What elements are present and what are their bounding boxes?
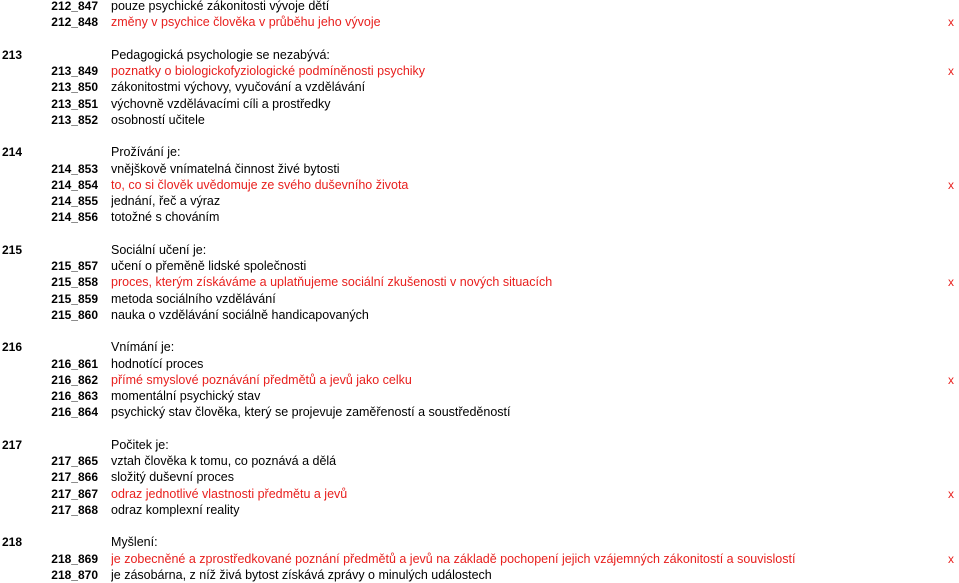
correct-mark: x — [948, 486, 954, 501]
answer-text: přímé smyslové poznávání předmětů a jevů jako celku — [111, 372, 412, 387]
correct-mark: x — [948, 15, 954, 30]
correct-mark: x — [948, 275, 954, 290]
answer-code: 218_869 — [51, 551, 98, 566]
question-row — [0, 47, 959, 63]
answer-code: 215_859 — [51, 291, 98, 306]
answer-row — [0, 388, 959, 404]
answer-row — [0, 404, 959, 420]
answer-row — [0, 209, 959, 225]
answer-text: výchovně vzdělávacími cíli a prostředky — [111, 96, 331, 111]
answer-code: 215_857 — [51, 259, 98, 273]
answer-text: pouze psychické zákonitosti vývoje dětí — [111, 0, 330, 13]
answer-text: složitý duševní proces — [111, 470, 234, 485]
answer-text: vztah člověka k tomu, co poznává a dělá — [111, 454, 337, 468]
answer-text: vnějškově vnímatelná činnost živé bytosti — [111, 161, 340, 176]
answer-text: Sociální učení je: — [111, 242, 207, 257]
correct-mark: x — [948, 372, 954, 387]
answer-text: odraz komplexní reality — [111, 502, 240, 517]
answer-code: 212_847 — [51, 0, 98, 13]
answer-text: změny v psychice člověka v průběhu jeho vývoje — [111, 15, 381, 30]
answer-code: 217_867 — [51, 486, 98, 501]
answer-text: nauka o vzdělávání sociálně handicapovaných — [111, 307, 369, 322]
answer-text: Myšlení: — [111, 535, 158, 550]
answer-code: 216_864 — [51, 405, 98, 420]
question-number: 216 — [1, 340, 22, 355]
answer-row — [0, 96, 959, 112]
correct-mark: x — [948, 64, 954, 78]
question-row — [0, 144, 959, 160]
question-number: 218 — [1, 535, 22, 550]
question-number: 215 — [1, 242, 22, 257]
answer-row — [0, 567, 959, 583]
answer-row — [0, 258, 959, 274]
answer-code: 216_862 — [51, 372, 98, 387]
answer-code: 216_863 — [51, 389, 98, 403]
answer-text: totožné s chováním — [111, 210, 220, 225]
answer-row — [0, 177, 959, 193]
question-row — [0, 339, 959, 355]
question-number: 214 — [1, 145, 22, 160]
answer-text: osobností učitele — [111, 112, 205, 127]
answer-text: Počitek je: — [111, 437, 169, 452]
answer-row — [0, 161, 959, 177]
correct-mark: x — [948, 177, 954, 192]
answer-text: metoda sociálního vzdělávání — [111, 291, 276, 306]
answer-text: proces, kterým získáváme a uplatňujeme sociální zkušenosti v nových situacích — [111, 275, 553, 290]
answer-code: 213_849 — [51, 64, 98, 78]
question-row — [0, 437, 959, 453]
answer-row — [0, 79, 959, 95]
answer-text: je zásobárna, z níž živá bytost získává zprávy o minulých událostech — [111, 567, 492, 582]
answer-text: jednání, řeč a výraz — [111, 194, 221, 208]
answer-row — [0, 63, 959, 79]
correct-mark: x — [948, 551, 954, 566]
answer-row — [0, 0, 959, 14]
answer-text: učení o přeměně lidské společnosti — [111, 259, 307, 273]
answer-code: 217_866 — [51, 470, 98, 485]
answer-text: je zobecněné a zprostředkované poznání předmětů a jevů na základě pochopení jejich vzájemných zákonitostí a souvislostí — [111, 551, 796, 566]
answer-code: 216_861 — [51, 356, 98, 371]
answer-row — [0, 502, 959, 518]
answer-row — [0, 193, 959, 209]
answer-row — [0, 486, 959, 502]
answer-code: 218_870 — [51, 567, 98, 582]
question-row — [0, 242, 959, 258]
question-number: 217 — [1, 437, 22, 452]
answer-row — [0, 372, 959, 388]
answer-text: poznatky o biologickofyziologické podmíněnosti psychiky — [111, 64, 426, 78]
answer-code: 215_860 — [51, 307, 98, 322]
answer-text: hodnotící proces — [111, 356, 204, 371]
answer-row — [0, 453, 959, 469]
answer-code: 217_865 — [51, 454, 98, 468]
answer-code: 217_868 — [51, 502, 98, 517]
answer-code: 212_848 — [51, 15, 98, 30]
answer-row — [0, 112, 959, 128]
answer-row — [0, 14, 959, 30]
answer-code: 213_851 — [51, 96, 98, 111]
answer-text: odraz jednotlivé vlastnosti předmětu a jevů — [111, 486, 348, 501]
answer-code: 214_854 — [51, 177, 98, 192]
answer-text: to, co si člověk uvědomuje ze svého duševního života — [111, 177, 409, 192]
answer-text: momentální psychický stav — [111, 389, 261, 403]
answer-code: 215_858 — [51, 275, 98, 290]
answer-code: 214_853 — [51, 161, 98, 176]
answer-row — [0, 291, 959, 307]
answer-code: 214_855 — [51, 194, 98, 208]
answer-row — [0, 551, 959, 567]
answer-row — [0, 274, 959, 290]
answer-text: zákonitostmi výchovy, vyučování a vzdělávání — [111, 80, 366, 95]
answer-row — [0, 469, 959, 485]
answer-row — [0, 307, 959, 323]
answer-text: Vnímání je: — [111, 340, 175, 355]
answer-code: 214_856 — [51, 210, 98, 225]
question-row — [0, 534, 959, 550]
answer-text: Prožívání je: — [111, 145, 181, 160]
answer-text: Pedagogická psychologie se nezabývá: — [111, 47, 330, 62]
answer-code: 213_850 — [51, 80, 98, 95]
question-number: 213 — [1, 47, 22, 62]
answer-code: 213_852 — [51, 112, 98, 127]
answer-row — [0, 356, 959, 372]
answer-text: psychický stav člověka, který se projevuje zaměřeností a soustředěností — [111, 405, 511, 420]
